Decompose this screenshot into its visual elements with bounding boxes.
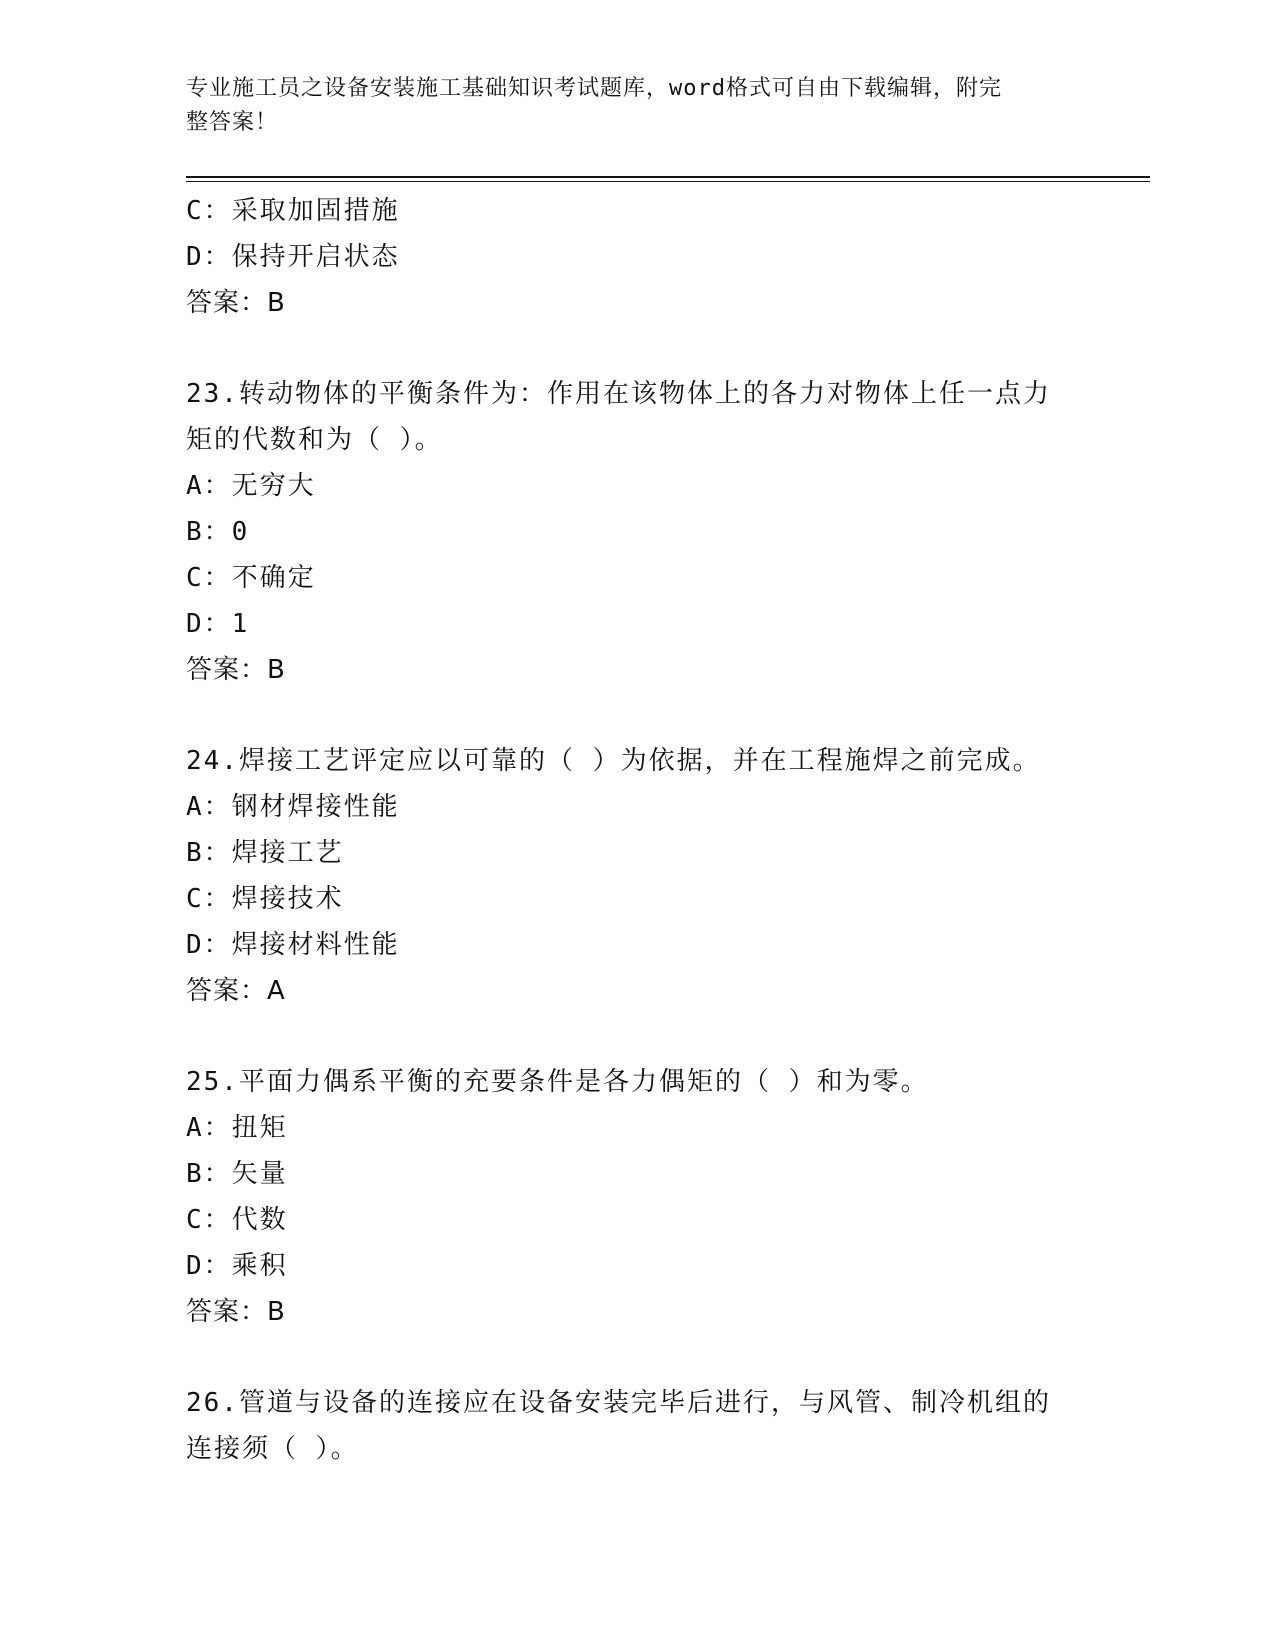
option-d: D：1 [186, 609, 250, 639]
option-a: A：钢材焊接性能 [186, 792, 400, 822]
header-rule-thin [186, 181, 1150, 182]
answer-line: 答案：A [186, 976, 286, 1006]
option-b: B：矢量 [186, 1159, 288, 1189]
question-23 [186, 371, 1086, 693]
option-c: C：不确定 [186, 563, 316, 593]
question-stem-line: 连接须（ ）。 [186, 1434, 359, 1464]
question-stem-line: 25.平面力偶系平衡的充要条件是各力偶矩的（ ）和为零。 [186, 1067, 929, 1097]
option-c: C：代数 [186, 1205, 288, 1235]
option-b: B：0 [186, 517, 250, 547]
option-d: D：保持开启状态 [186, 242, 400, 272]
option-b: B：焊接工艺 [186, 838, 344, 868]
answer-line: 答案：B [186, 1297, 286, 1327]
question-24 [186, 738, 1086, 1014]
option-a: A：无穷大 [186, 471, 316, 501]
spacer [186, 693, 1086, 738]
header-rule-thick [186, 176, 1150, 178]
question-26 [186, 1380, 1086, 1472]
spacer [186, 1014, 1086, 1059]
spacer [186, 326, 1086, 371]
question-25 [186, 1059, 1086, 1335]
question-stem-line: 24.焊接工艺评定应以可靠的（ ）为依据，并在工程施焊之前完成。 [186, 746, 1041, 776]
option-c: C：焊接技术 [186, 884, 344, 914]
spacer [186, 1335, 1086, 1380]
option-d: D：焊接材料性能 [186, 930, 400, 960]
answer-line: 答案：B [186, 655, 286, 685]
prev-question-block [186, 188, 1086, 326]
question-stem-line: 23.转动物体的平衡条件为：作用在该物体上的各力对物体上任一点力 [186, 379, 1051, 409]
option-c: C：采取加固措施 [186, 196, 400, 226]
question-content [186, 188, 1086, 1472]
question-stem-line: 26.管道与设备的连接应在设备安装完毕后进行，与风管、制冷机组的 [186, 1388, 1051, 1418]
option-a: A：扭矩 [186, 1113, 288, 1143]
header-line-2: 整答案！ [186, 110, 279, 135]
document-header [186, 72, 1066, 140]
option-d: D：乘积 [186, 1251, 288, 1281]
header-line-1: 专业施工员之设备安装施工基础知识考试题库，word格式可自由下载编辑，附完 [186, 76, 1002, 101]
question-stem-line: 矩的代数和为（ ）。 [186, 425, 443, 455]
answer-line: 答案：B [186, 288, 286, 318]
